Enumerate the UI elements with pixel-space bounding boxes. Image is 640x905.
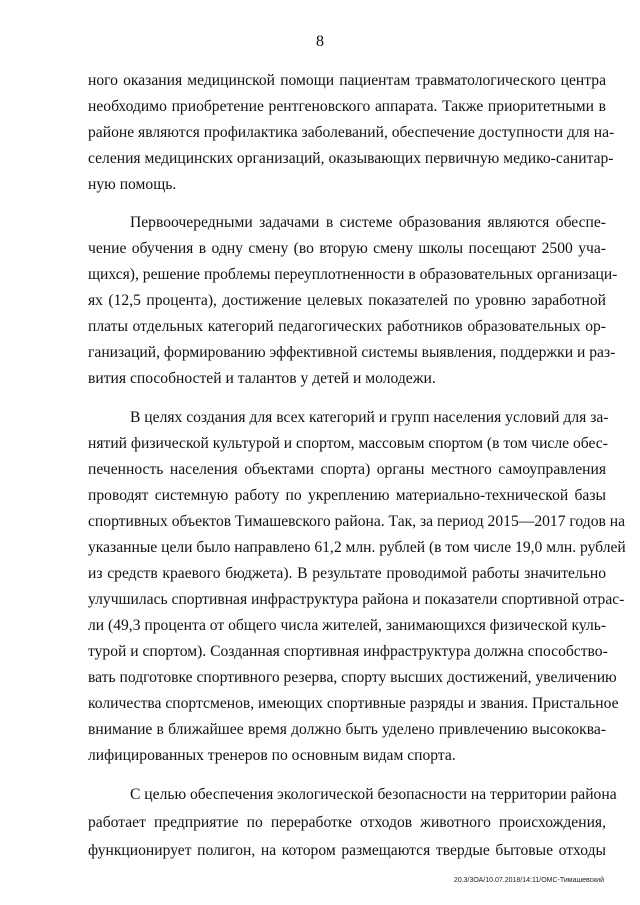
text-line: В целях создания для всех категорий и групп населения условий для за-: [130, 409, 609, 426]
text-line: необходимо приобретение рентгеновского аппарата. Также приоритетными в: [88, 98, 606, 115]
text-line: районе являются профилактика заболеваний, обеспечение доступности для на-: [88, 124, 615, 141]
text-line: вития способностей и талантов у детей и молодежи.: [88, 370, 436, 387]
text-line: ного оказания медицинской помощи пациентам травматологического центра: [88, 72, 606, 89]
text-line: селения медицинских организаций, оказывающих первичную медико-санитар-: [88, 150, 614, 167]
text-line: улучшилась спортивная инфраструктура района и показатели спортивной отрас-: [88, 591, 625, 608]
text-line: работает предприятие по переработке отходов животного происхождения,: [88, 814, 606, 831]
page-number: 8: [316, 33, 324, 50]
text-line: печенность населения объектами спорта) органы местного самоуправления: [88, 461, 606, 478]
text-line: Первоочередными задачами в системе образования являются обеспе-: [130, 214, 606, 231]
text-line: ли (49,3 процента от общего числа жителей, занимающихся физической куль-: [88, 617, 607, 634]
text-line: проводят системную работу по укреплению материально-технической базы: [88, 487, 606, 504]
text-line: указанные цели было направлено 61,2 млн. рублей (в том числе 19,0 млн. рублей: [88, 539, 626, 556]
text-line: из средств краевого бюджета). В результате проводимой работы значительно: [88, 565, 606, 582]
text-line: нятий физической культурой и спортом, массовым спортом (в том числе обес-: [88, 435, 608, 452]
text-line: лифицированных тренеров по основным видам спорта.: [88, 747, 456, 764]
text-line: ганизаций, формированию эффективной системы выявления, поддержки и раз-: [88, 344, 616, 361]
text-line: количества спортсменов, имеющих спортивные разряды и звания. Пристальное: [88, 695, 619, 712]
text-line: ях (12,5 процента), достижение целевых показателей по уровню заработной: [88, 292, 606, 309]
text-line: С целью обеспечения экологической безопасности на территории района: [130, 786, 617, 803]
text-line: чение обучения в одну смену (во вторую смену школы посещают 2500 уча-: [88, 240, 606, 257]
footer-stamp: 20.3/3ОА/10.07.2018/14:11/ОМС-Тимашевский: [453, 877, 604, 884]
text-line: щихся), решение проблемы переуплотненности в образовательных организаци-: [88, 266, 618, 283]
text-line: платы отдельных категорий педагогических работников образовательных ор-: [88, 318, 606, 335]
text-line: ную помощь.: [88, 176, 177, 193]
text-line: функционирует полигон, на котором размещаются твердые бытовые отходы: [88, 842, 606, 859]
text-line: турой и спортом). Созданная спортивная инфраструктура должна способство-: [88, 643, 608, 660]
text-line: спортивных объектов Тимашевского района. Так, за период 2015—2017 годов на: [88, 513, 626, 530]
text-line: внимание в ближайшее время должно быть уделено привлечению высококва-: [88, 721, 606, 738]
text-line: вать подготовке спортивного резерва, спорту высших достижений, увеличению: [88, 669, 617, 686]
